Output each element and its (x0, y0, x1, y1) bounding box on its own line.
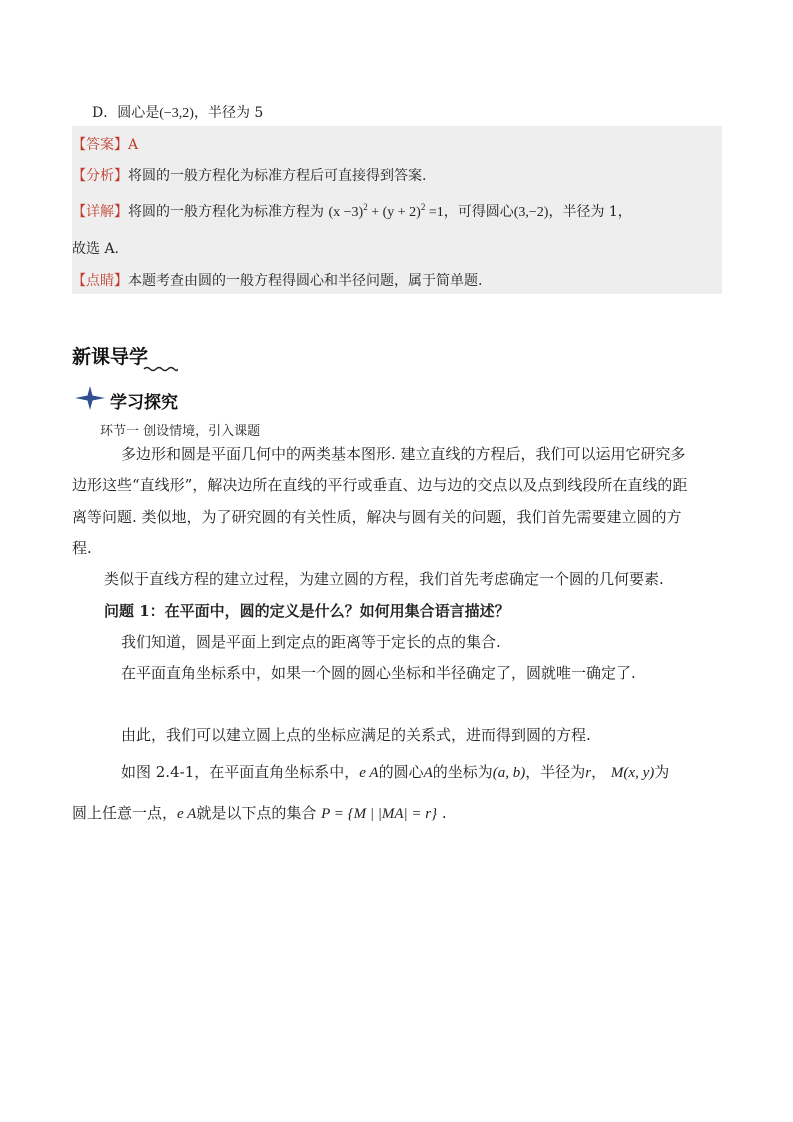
option-d-center: (−3,2) (159, 106, 194, 121)
step-label: 环节一 创设情境，引入课题 (100, 424, 261, 439)
paragraph-6: 如图 2.4-1，在平面直角坐标系中，e A的圆心A的坐标为(a, b)，半径为r， M(x, y)为 (121, 763, 670, 781)
paragraph-4: 在平面直角坐标系中，如果一个圆的圆心坐标和半径确定了，圆就唯一确定了. (121, 664, 636, 682)
paragraph-1-line-1: 多边形和圆是平面几何中的两类基本图形. 建立直线的方程后，我们可以运用它研究多 (121, 445, 686, 463)
comment-text: 本题考查由圆的一般方程得圆心和半径问题，属于简单题. (128, 273, 483, 289)
detail-equation: $(x -3)^2 + (y + 2)^2 =1$ (328, 202, 444, 220)
analysis-text: 将圆的一般方程化为标准方程后可直接得到答案. (128, 168, 427, 184)
answer-tag: 【答案】 (72, 137, 128, 153)
comment-line (72, 270, 482, 290)
paragraph-3: 我们知道，圆是平面上到定点的距离等于定长的点的集合. (121, 633, 501, 651)
circle-a-symbol: e A (177, 806, 197, 822)
analysis-tag: 【分析】 (72, 168, 128, 184)
detail-text-1: 将圆的一般方程化为标准方程为 (128, 204, 324, 220)
answer-line (72, 134, 138, 154)
set-expression: P = {M | |MA| = r} (321, 806, 438, 822)
wavy-underline-icon (72, 366, 178, 372)
option-d-mid: ，半径为 (193, 105, 250, 121)
star-icon (74, 385, 106, 411)
detail-line-2: 故选 A. (72, 241, 120, 257)
detail-tag: 【详解】 (72, 204, 128, 220)
comment-tag: 【点睛】 (72, 273, 128, 289)
option-d (92, 102, 263, 122)
paragraph-5: 由此，我们可以建立圆上点的坐标应满足的关系式，进而得到圆的方程. (121, 726, 591, 744)
option-d-prefix: D．圆心是 (92, 105, 160, 121)
detail-center: (3,−2) (513, 205, 549, 220)
question-1: 问题 1：在平面中，圆的定义是什么？如何用集合语言描述？ (104, 602, 510, 620)
paragraph-7: 圆上任意一点，e A就是以下点的集合 P = {M | |MA| = r} . (72, 804, 447, 822)
detail-text-3: ，半径为 1， (548, 204, 632, 220)
detail-text-2: ，可得圆心 (443, 204, 514, 220)
paragraph-1-line-2: 边形这些“直线形”，解决边所在直线的平行或垂直、边与边的交点以及点到线段所在直线的距 (72, 476, 688, 494)
analysis-line (72, 165, 426, 185)
paragraph-2: 类似于直线方程的建立过程，为建立圆的方程，我们首先考虑确定一个圆的几何要素. (104, 570, 664, 588)
paragraph-1-line-3: 离等问题. 类似地，为了研究圆的有关性质，解决与圆有关的问题，我们首先需要建立圆的方 (72, 508, 682, 526)
circle-a-symbol: e A (359, 765, 379, 781)
paragraph-1-line-4: 程. (72, 539, 92, 557)
option-d-radius: 5 (254, 105, 264, 121)
subsection-title: 学习探究 (110, 393, 178, 413)
section-title: 新课导学 (72, 346, 149, 368)
answer-value: A (128, 137, 139, 153)
detail-line (72, 201, 632, 221)
